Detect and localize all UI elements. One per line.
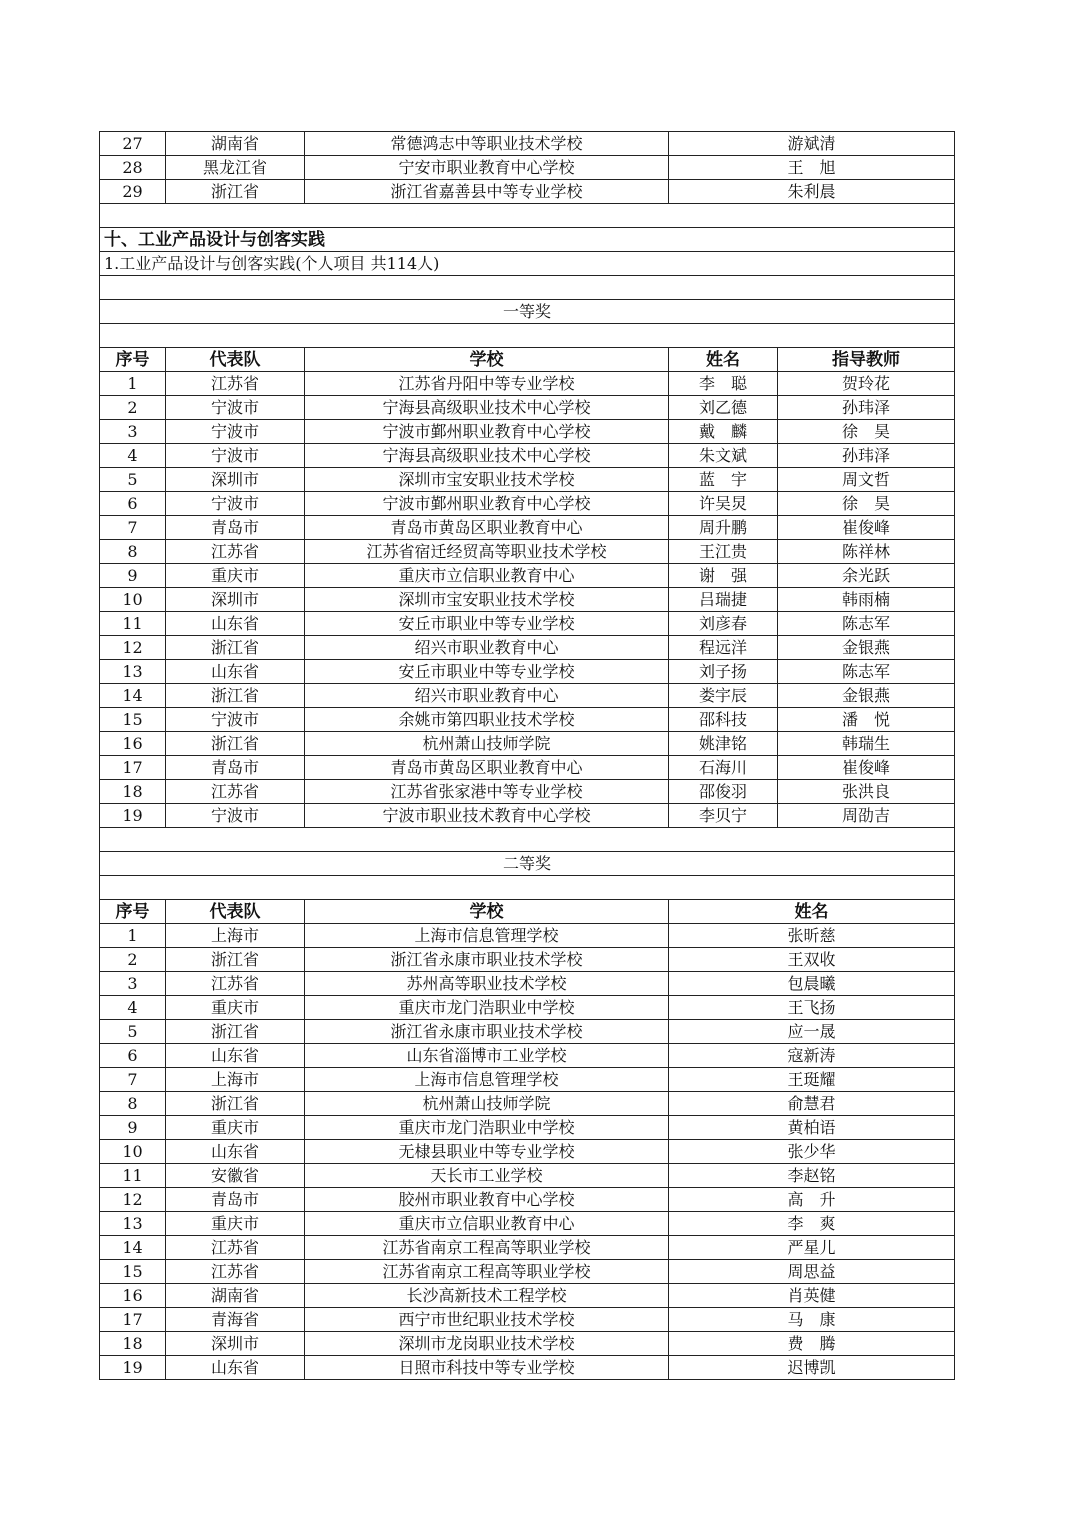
cell-teacher: 张洪良 — [778, 780, 955, 804]
cell-school: 江苏省南京工程高等职业学校 — [305, 1236, 669, 1260]
second-prize-row — [100, 1308, 955, 1332]
cell-name: 李贝宁 — [669, 804, 778, 828]
cell-school: 江苏省丹阳中等专业学校 — [305, 372, 669, 396]
second-prize-row — [100, 996, 955, 1020]
cell-team: 黑龙江省 — [166, 156, 305, 180]
cell-no: 14 — [100, 1236, 166, 1260]
header-name: 姓名 — [669, 348, 778, 372]
second-prize-row — [100, 1068, 955, 1092]
cell-name: 朱文斌 — [669, 444, 778, 468]
blank-row — [100, 828, 955, 852]
second-prize-row — [100, 924, 955, 948]
top-row — [100, 156, 955, 180]
cell-no: 19 — [100, 804, 166, 828]
cell-school: 青岛市黄岛区职业教育中心 — [305, 516, 669, 540]
cell-name: 朱利晨 — [669, 180, 955, 204]
cell-no: 3 — [100, 420, 166, 444]
first-prize-row — [100, 396, 955, 420]
cell-name: 李 爽 — [669, 1212, 955, 1236]
second-prize-row — [100, 948, 955, 972]
cell-team: 重庆市 — [166, 996, 305, 1020]
cell-no: 11 — [100, 612, 166, 636]
cell-teacher: 韩瑞生 — [778, 732, 955, 756]
cell-no: 15 — [100, 1260, 166, 1284]
cell-teacher: 贺玲花 — [778, 372, 955, 396]
cell-name: 姚津铭 — [669, 732, 778, 756]
cell-school: 上海市信息管理学校 — [305, 924, 669, 948]
cell-school: 宁波市鄞州职业教育中心学校 — [305, 492, 669, 516]
blank-cell — [100, 276, 955, 300]
cell-no: 13 — [100, 1212, 166, 1236]
cell-school: 绍兴市职业教育中心 — [305, 684, 669, 708]
cell-no: 1 — [100, 372, 166, 396]
cell-no: 10 — [100, 588, 166, 612]
cell-team: 浙江省 — [166, 732, 305, 756]
cell-no: 17 — [100, 756, 166, 780]
second-prize-row — [100, 1212, 955, 1236]
blank-cell — [100, 324, 955, 348]
first-prize-title: 一等奖 — [100, 300, 955, 324]
cell-name: 王 旭 — [669, 156, 955, 180]
cell-team: 江苏省 — [166, 372, 305, 396]
cell-name: 谢 强 — [669, 564, 778, 588]
blank-cell — [100, 204, 955, 228]
cell-teacher: 孙玮泽 — [778, 396, 955, 420]
cell-no: 2 — [100, 948, 166, 972]
cell-name: 周思益 — [669, 1260, 955, 1284]
first-prize-title-row — [100, 300, 955, 324]
cell-name: 张昕慈 — [669, 924, 955, 948]
cell-school: 绍兴市职业教育中心 — [305, 636, 669, 660]
header-team: 代表队 — [166, 348, 305, 372]
cell-no: 18 — [100, 780, 166, 804]
cell-team: 宁波市 — [166, 444, 305, 468]
cell-school: 日照市科技中等专业学校 — [305, 1356, 669, 1380]
cell-teacher: 陈祥林 — [778, 540, 955, 564]
subsection-title: 1.工业产品设计与创客实践(个人项目 共114人) — [100, 252, 955, 276]
cell-team: 上海市 — [166, 1068, 305, 1092]
header-school: 学校 — [305, 348, 669, 372]
cell-teacher: 徐 昊 — [778, 420, 955, 444]
cell-team: 山东省 — [166, 660, 305, 684]
cell-no: 15 — [100, 708, 166, 732]
cell-team: 宁波市 — [166, 396, 305, 420]
cell-no: 4 — [100, 996, 166, 1020]
second-prize-title: 二等奖 — [100, 852, 955, 876]
cell-name: 严星儿 — [669, 1236, 955, 1260]
second-prize-title-row — [100, 852, 955, 876]
first-prize-row — [100, 780, 955, 804]
cell-team: 青岛市 — [166, 756, 305, 780]
cell-school: 深圳市宝安职业技术学校 — [305, 588, 669, 612]
cell-name: 李 聪 — [669, 372, 778, 396]
cell-no: 16 — [100, 1284, 166, 1308]
cell-teacher: 周劭吉 — [778, 804, 955, 828]
cell-school: 杭州萧山技师学院 — [305, 732, 669, 756]
section-title-row — [100, 228, 955, 252]
top-row — [100, 180, 955, 204]
cell-teacher: 周文哲 — [778, 468, 955, 492]
cell-name: 蓝 宇 — [669, 468, 778, 492]
blank-row — [100, 204, 955, 228]
cell-no: 28 — [100, 156, 166, 180]
second-prize-row — [100, 972, 955, 996]
cell-name: 包晨曦 — [669, 972, 955, 996]
cell-team: 山东省 — [166, 1356, 305, 1380]
cell-teacher: 金银燕 — [778, 684, 955, 708]
cell-name: 许吴炅 — [669, 492, 778, 516]
cell-team: 重庆市 — [166, 564, 305, 588]
cell-school: 重庆市立信职业教育中心 — [305, 1212, 669, 1236]
cell-team: 宁波市 — [166, 420, 305, 444]
cell-name: 迟博凯 — [669, 1356, 955, 1380]
cell-school: 余姚市第四职业技术学校 — [305, 708, 669, 732]
cell-name: 刘乙德 — [669, 396, 778, 420]
cell-no: 7 — [100, 516, 166, 540]
cell-name: 吕瑞捷 — [669, 588, 778, 612]
cell-team: 江苏省 — [166, 540, 305, 564]
first-prize-row — [100, 636, 955, 660]
cell-team: 上海市 — [166, 924, 305, 948]
cell-name: 程远洋 — [669, 636, 778, 660]
cell-school: 苏州高等职业技术学校 — [305, 972, 669, 996]
cell-no: 8 — [100, 1092, 166, 1116]
cell-no: 5 — [100, 468, 166, 492]
cell-school: 浙江省嘉善县中等专业学校 — [305, 180, 669, 204]
cell-teacher: 崔俊峰 — [778, 516, 955, 540]
cell-no: 10 — [100, 1140, 166, 1164]
results-table — [99, 131, 955, 1380]
top-row — [100, 132, 955, 156]
blank-cell — [100, 828, 955, 852]
cell-teacher: 韩雨楠 — [778, 588, 955, 612]
first-prize-row — [100, 804, 955, 828]
cell-name: 李赵铭 — [669, 1164, 955, 1188]
cell-no: 9 — [100, 564, 166, 588]
cell-no: 18 — [100, 1332, 166, 1356]
cell-team: 青岛市 — [166, 516, 305, 540]
cell-team: 重庆市 — [166, 1212, 305, 1236]
cell-school: 江苏省南京工程高等职业学校 — [305, 1260, 669, 1284]
second-prize-row — [100, 1140, 955, 1164]
cell-name: 邵俊羽 — [669, 780, 778, 804]
cell-name: 王江贵 — [669, 540, 778, 564]
cell-school: 重庆市龙门浩职业中学校 — [305, 1116, 669, 1140]
cell-name: 黄柏语 — [669, 1116, 955, 1140]
cell-school: 安丘市职业中等专业学校 — [305, 612, 669, 636]
cell-school: 江苏省宿迁经贸高等职业技术学校 — [305, 540, 669, 564]
cell-school: 常德鸿志中等职业技术学校 — [305, 132, 669, 156]
section-title: 十、工业产品设计与创客实践 — [100, 228, 955, 252]
cell-name: 张少华 — [669, 1140, 955, 1164]
blank-row — [100, 876, 955, 900]
cell-school: 青岛市黄岛区职业教育中心 — [305, 756, 669, 780]
cell-school: 浙江省永康市职业技术学校 — [305, 1020, 669, 1044]
second-prize-row — [100, 1020, 955, 1044]
first-prize-row — [100, 516, 955, 540]
subsection-title-row — [100, 252, 955, 276]
cell-name: 周升鹏 — [669, 516, 778, 540]
cell-name: 俞慧君 — [669, 1092, 955, 1116]
cell-team: 青岛市 — [166, 1188, 305, 1212]
cell-name: 石海川 — [669, 756, 778, 780]
cell-team: 浙江省 — [166, 180, 305, 204]
cell-no: 1 — [100, 924, 166, 948]
second-prize-row — [100, 1044, 955, 1068]
cell-no: 6 — [100, 492, 166, 516]
cell-school: 胶州市职业教育中心学校 — [305, 1188, 669, 1212]
cell-school: 江苏省张家港中等专业学校 — [305, 780, 669, 804]
cell-name: 刘子扬 — [669, 660, 778, 684]
blank-row — [100, 276, 955, 300]
cell-school: 安丘市职业中等专业学校 — [305, 660, 669, 684]
cell-name: 费 腾 — [669, 1332, 955, 1356]
cell-team: 江苏省 — [166, 780, 305, 804]
first-prize-row — [100, 588, 955, 612]
cell-school: 宁海县高级职业技术中心学校 — [305, 444, 669, 468]
cell-team: 深圳市 — [166, 468, 305, 492]
header-school: 学校 — [305, 900, 669, 924]
cell-teacher: 潘 悦 — [778, 708, 955, 732]
header-no: 序号 — [100, 900, 166, 924]
second-prize-header-row — [100, 900, 955, 924]
first-prize-row — [100, 756, 955, 780]
blank-cell — [100, 876, 955, 900]
cell-no: 2 — [100, 396, 166, 420]
cell-school: 宁波市鄞州职业教育中心学校 — [305, 420, 669, 444]
cell-teacher: 金银燕 — [778, 636, 955, 660]
second-prize-row — [100, 1188, 955, 1212]
cell-teacher: 余光跃 — [778, 564, 955, 588]
header-teacher: 指导教师 — [778, 348, 955, 372]
first-prize-row — [100, 468, 955, 492]
cell-name: 刘彦春 — [669, 612, 778, 636]
cell-name: 戴 麟 — [669, 420, 778, 444]
cell-team: 浙江省 — [166, 1092, 305, 1116]
cell-no: 9 — [100, 1116, 166, 1140]
cell-team: 江苏省 — [166, 1260, 305, 1284]
second-prize-row — [100, 1332, 955, 1356]
cell-school: 长沙高新技术工程学校 — [305, 1284, 669, 1308]
cell-no: 6 — [100, 1044, 166, 1068]
cell-school: 宁海县高级职业技术中心学校 — [305, 396, 669, 420]
cell-school: 杭州萧山技师学院 — [305, 1092, 669, 1116]
cell-no: 17 — [100, 1308, 166, 1332]
cell-name: 游斌清 — [669, 132, 955, 156]
first-prize-row — [100, 660, 955, 684]
cell-team: 江苏省 — [166, 1236, 305, 1260]
cell-name: 高 升 — [669, 1188, 955, 1212]
cell-school: 天长市工业学校 — [305, 1164, 669, 1188]
first-prize-row — [100, 732, 955, 756]
second-prize-row — [100, 1260, 955, 1284]
cell-team: 宁波市 — [166, 492, 305, 516]
first-prize-row — [100, 444, 955, 468]
cell-team: 浙江省 — [166, 948, 305, 972]
first-prize-row — [100, 684, 955, 708]
cell-school: 山东省淄博市工业学校 — [305, 1044, 669, 1068]
cell-team: 重庆市 — [166, 1116, 305, 1140]
cell-no: 27 — [100, 132, 166, 156]
cell-school: 浙江省永康市职业技术学校 — [305, 948, 669, 972]
cell-team: 山东省 — [166, 1140, 305, 1164]
cell-name: 邵科技 — [669, 708, 778, 732]
cell-teacher: 徐 昊 — [778, 492, 955, 516]
cell-team: 深圳市 — [166, 588, 305, 612]
second-prize-row — [100, 1116, 955, 1140]
header-no: 序号 — [100, 348, 166, 372]
cell-school: 西宁市世纪职业技术学校 — [305, 1308, 669, 1332]
second-prize-row — [100, 1284, 955, 1308]
cell-name: 马 康 — [669, 1308, 955, 1332]
cell-no: 3 — [100, 972, 166, 996]
header-team: 代表队 — [166, 900, 305, 924]
cell-school: 上海市信息管理学校 — [305, 1068, 669, 1092]
cell-no: 19 — [100, 1356, 166, 1380]
first-prize-row — [100, 372, 955, 396]
cell-school: 宁安市职业教育中心学校 — [305, 156, 669, 180]
cell-school: 宁波市职业技术教育中心学校 — [305, 804, 669, 828]
cell-team: 浙江省 — [166, 1020, 305, 1044]
cell-no: 13 — [100, 660, 166, 684]
cell-teacher: 陈志军 — [778, 660, 955, 684]
cell-name: 王飞扬 — [669, 996, 955, 1020]
cell-team: 青海省 — [166, 1308, 305, 1332]
cell-name: 肖英健 — [669, 1284, 955, 1308]
cell-team: 宁波市 — [166, 804, 305, 828]
cell-school: 深圳市龙岗职业技术学校 — [305, 1332, 669, 1356]
cell-no: 12 — [100, 1188, 166, 1212]
cell-team: 江苏省 — [166, 972, 305, 996]
cell-team: 湖南省 — [166, 1284, 305, 1308]
results-table-body — [100, 132, 955, 1380]
cell-no: 8 — [100, 540, 166, 564]
cell-no: 5 — [100, 1020, 166, 1044]
first-prize-row — [100, 540, 955, 564]
cell-school: 无棣县职业中等专业学校 — [305, 1140, 669, 1164]
cell-no: 11 — [100, 1164, 166, 1188]
first-prize-row — [100, 612, 955, 636]
cell-name: 应一晟 — [669, 1020, 955, 1044]
cell-school: 重庆市龙门浩职业中学校 — [305, 996, 669, 1020]
cell-no: 4 — [100, 444, 166, 468]
second-prize-row — [100, 1092, 955, 1116]
cell-team: 浙江省 — [166, 636, 305, 660]
cell-team: 湖南省 — [166, 132, 305, 156]
cell-no: 7 — [100, 1068, 166, 1092]
first-prize-row — [100, 420, 955, 444]
first-prize-row — [100, 564, 955, 588]
cell-name: 寇新涛 — [669, 1044, 955, 1068]
cell-team: 深圳市 — [166, 1332, 305, 1356]
cell-no: 16 — [100, 732, 166, 756]
cell-name: 王珽耀 — [669, 1068, 955, 1092]
cell-school: 深圳市宝安职业技术学校 — [305, 468, 669, 492]
second-prize-row — [100, 1164, 955, 1188]
cell-teacher: 崔俊峰 — [778, 756, 955, 780]
first-prize-header-row — [100, 348, 955, 372]
cell-name: 娄宇辰 — [669, 684, 778, 708]
cell-team: 宁波市 — [166, 708, 305, 732]
cell-team: 浙江省 — [166, 684, 305, 708]
second-prize-row — [100, 1356, 955, 1380]
cell-team: 安徽省 — [166, 1164, 305, 1188]
second-prize-row — [100, 1236, 955, 1260]
cell-teacher: 陈志军 — [778, 612, 955, 636]
cell-no: 29 — [100, 180, 166, 204]
cell-no: 14 — [100, 684, 166, 708]
cell-school: 重庆市立信职业教育中心 — [305, 564, 669, 588]
first-prize-row — [100, 492, 955, 516]
cell-team: 山东省 — [166, 612, 305, 636]
cell-no: 12 — [100, 636, 166, 660]
blank-row — [100, 324, 955, 348]
header-name: 姓名 — [669, 900, 955, 924]
cell-teacher: 孙玮泽 — [778, 444, 955, 468]
first-prize-row — [100, 708, 955, 732]
cell-team: 山东省 — [166, 1044, 305, 1068]
cell-name: 王双收 — [669, 948, 955, 972]
